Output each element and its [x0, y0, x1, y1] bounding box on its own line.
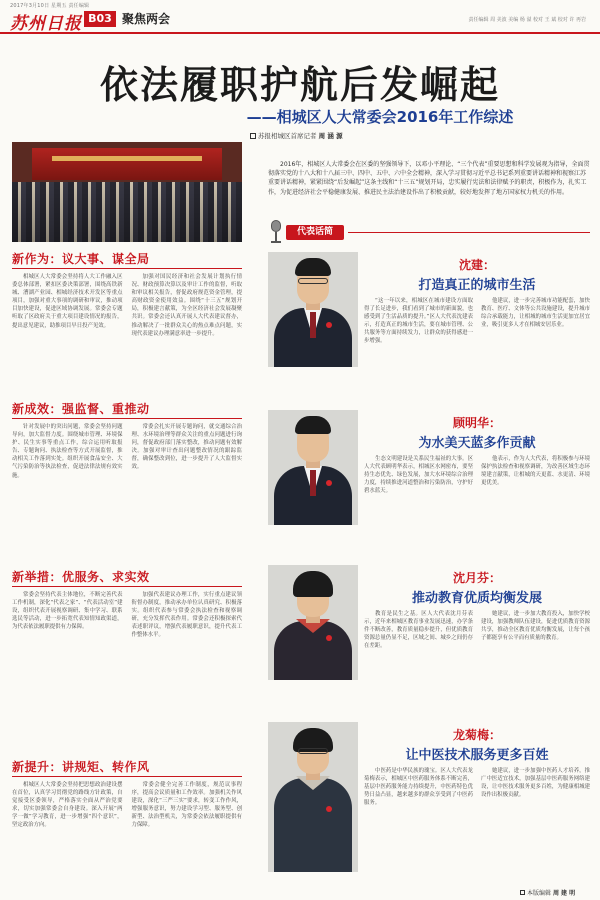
editor-square-icon: [520, 890, 525, 895]
representative-card: [268, 722, 590, 872]
representative-portrait: [268, 252, 358, 367]
representatives-banner: [268, 220, 590, 244]
representatives-tag: 代表话简: [286, 225, 344, 240]
editors-credit: 责任编辑 周 美波 美编 杨 溢 校对 王 斌 校对 许 再岩: [468, 17, 586, 23]
section-paragraph: 加强代表建议办理工作，实行重点建议领衔督办制度，推动承办单位认真研究、积极落实。组织代表参与常委会执法检查和视察调研，充分发挥代表作用。常委会还积极探索代表述职评议，增强代表履职意识，提升代表工作整体水平。: [131, 592, 242, 639]
intro-text: 2016年，相城区人大常委会在区委的坚强领导下，以邓小平理论、“三个代表”重要思想和科学发展观为指导，全面贯彻落实党的十八大和十八届三中、四中、五中、六中全会精神，深入学习贯彻习近平总书记系列重要讲话精神和视察江苏重要讲话精神，紧紧围绕“后发崛起”这条主线和“十三五”规划开局，忠实履行宪法和法律赋予的职责，积极作为，扎实工作，为促进经济社会平稳健康发展、推进民主法治建设作出了积极贡献，较好地发挥了地方国家权力机关的作用。: [268, 161, 590, 196]
section-body-1: [12, 273, 242, 393]
representative-name: 龙菊梅：: [452, 728, 501, 742]
byline-square-icon: [250, 133, 256, 139]
intro-paragraph: [268, 160, 590, 197]
representative-headline: 让中医技术服务更多百姓: [405, 748, 549, 763]
page-headline: 依法履职护航后发崛起: [99, 62, 500, 107]
byline-prefix: 苏报相城区首席记者: [258, 132, 317, 140]
byline: [250, 131, 343, 140]
section-paragraph: 常委会坚持代表主体地位，不断完善代表工作机制，深化“代表之家”、“代表活动室”建设，组织代表开展视察调研、集中学习、联系选民等活动，进一步拓宽代表知情知政渠道，为代表依法履职提供有力保障。: [12, 592, 123, 631]
section-body-2: [12, 423, 242, 561]
section-paragraph: 加强对国民经济和社会发展计划执行情况、财政预算决算以及审计工作的监督，听取和审议相关报告，督促政府规范资金管理，提高财政资金使用效益。围绕“十三五”规划开局，积极建言献策，为全区经济社会发展凝聚共识。常委会还认真开展人大代表建议督办，推动解决了一批群众关心的热点难点问题，实现代表建议办理满意率进一步提升。: [131, 274, 242, 337]
section-paragraph: 相城区人大常委会坚持将人大工作融入区委总体部署，紧扣区委决策部署，围绕高铁新城、漕湖产业园、相城经济技术开发区等重点项目，加强对重大事项的调研和审议，推动项目加快建设，促进区域协调发展。常委会专题听取了区政府关于重大项目建设情况的报告，提出意见建议，助推项目早日投产见效。: [12, 274, 123, 329]
section-heading-2: [12, 400, 242, 419]
page-subheadline: ——相城区人大常委会2016年工作综述: [246, 108, 514, 126]
representative-card: [268, 410, 590, 528]
section-paragraph: 针对发展中的突出问题，常委会坚持问题导向，加大监督力度。围绕城市管理、环境保护、民生实事等重点工作，综合运用听取报告、专题询问、执法检查等方式开展监督，推动相关工作落到实处。组织开展食品安全、大气污染防治等执法检查，促进法律法规有效实施。: [12, 424, 123, 479]
representative-portrait: [268, 565, 358, 680]
masthead: [0, 0, 600, 34]
section-heading-1: [12, 250, 242, 269]
section-title: 新成效：强监督、重推动: [12, 402, 150, 416]
conference-photo: [12, 142, 242, 242]
representative-portrait: [268, 722, 358, 872]
section-body-4: [12, 781, 242, 891]
byline-author: 周 涵 源: [318, 132, 343, 140]
page-number-badge: B03: [84, 11, 116, 27]
page-editor-credit: 本版编辑 周 建 明: [520, 888, 575, 897]
section-title: 新作为：议大事、谋全局: [12, 252, 150, 266]
newspaper-logo: 苏州日报: [10, 14, 82, 34]
representative-name: 沈建：: [458, 258, 495, 272]
section-name: 聚焦两会: [122, 12, 171, 26]
representative-name: 沈月芬：: [452, 571, 501, 585]
section-paragraph: 常委会健全完善工作制度，规范议事程序，提高会议质量和工作效率。加强机关作风建设，深化“三严三实”要求，转变工作作风，增强服务意识，努力建设学习型、服务型、创新型、法治型机关，为常委会依法履职提供有力保障。: [131, 782, 242, 829]
photo-stage: [32, 148, 222, 180]
representative-name: 顾明华：: [452, 416, 501, 430]
representative-portrait: [268, 410, 358, 525]
representative-card: [268, 565, 590, 683]
section-paragraph: 相城区人大常委会坚持把思想政治建设摆在首位，认真学习贯彻党的路线方针政策，自觉接受区委领导，严格落实全面从严治党要求，切实加强常委会自身建设。深入开展“两学一做”学习教育，进一步增强“四个意识”，坚定政治方向。: [12, 782, 123, 829]
section-heading-4: [12, 758, 242, 777]
representative-card: [268, 252, 590, 370]
representative-text: “这一年以来，相城区在城市建设方面取得了长足进步，我们看到了城市的新面貌，也感受到了生活品质的提升。”区人大代表沈建表示，打造真正的城市生活，要在城市管理、公共服务等方面持续发力，让群众的获得感进一步增强。 他建议，进一步完善城市功能配套，加快教育、医疗、文体等公共设施建设，提升城市综合承载能力，让相城的城市生活更加宜居宜业，吸引更多人才在相城安居乐业。: [364, 298, 590, 345]
representative-headline: 为水美天蓝多作贡献: [418, 436, 536, 451]
representative-headline: 打造真正的城市生活: [418, 278, 536, 293]
section-heading-3: [12, 568, 242, 587]
photo-banner: [52, 156, 202, 161]
page-editor-name: 周 建 明: [552, 890, 576, 897]
microphone-icon: [268, 220, 284, 244]
section-title: 新举措：优服务、求实效: [12, 570, 150, 584]
issue-date: 2017年3月10日 星期五 责任编辑: [10, 3, 90, 9]
representative-text: 中医药是中华民族的瑰宝。区人大代表龙菊梅表示，相城区中医药服务体系不断完善，基层中医药服务能力持续提升，中医药特色优势日益凸显，越来越多的群众享受到了中医药服务。 她建议，进一步加强中医药人才培养，推广中医适宜技术，加强基层中医药服务网络建设，让中医技术服务更多百姓，为健康相城建设作出积极贡献。: [364, 768, 590, 807]
representative-text: 生态文明建设是关系民生福祉的大事。区人大代表顾明华表示，相城区水网密布，要坚持生态优先、绿色发展，加大水环境综合治理力度，持续推进河道整治和污染防治，守护好碧水蓝天。 他表示，作为人大代表，将积极参与环境保护执法检查和视察调研，为改善区域生态环境建言献策，让相城的天更蓝、水更清、环境更优美。: [364, 456, 590, 495]
section-body-3: [12, 591, 242, 751]
section-title: 新提升：讲规矩、转作风: [12, 760, 150, 774]
representative-text: 教育是民生之基。区人大代表沈月芬表示，近年来相城区教育事业发展迅速，办学条件不断改善，教育质量稳步提升，但优质教育资源总量仍显不足，区域之间、城乡之间仍存在差距。 她建议，进一步加大教育投入，加快学校建设，加强教师队伍建设，促进优质教育资源共享，推动全区教育优质均衡发展，让每个孩子都能享有公平而有质量的教育。: [364, 611, 590, 650]
section-paragraph: 常委会扎实开展专题询问，就交通综合治理、水环境治理等群众关注的重点问题进行询问，督促政府部门落实整改，推动问题有效解决。加强对审计查出问题整改情况的跟踪监督，确保整改到位，进一步提升了人大监督实效。: [131, 424, 242, 471]
representative-headline: 推动教育优质均衡发展: [411, 591, 542, 606]
